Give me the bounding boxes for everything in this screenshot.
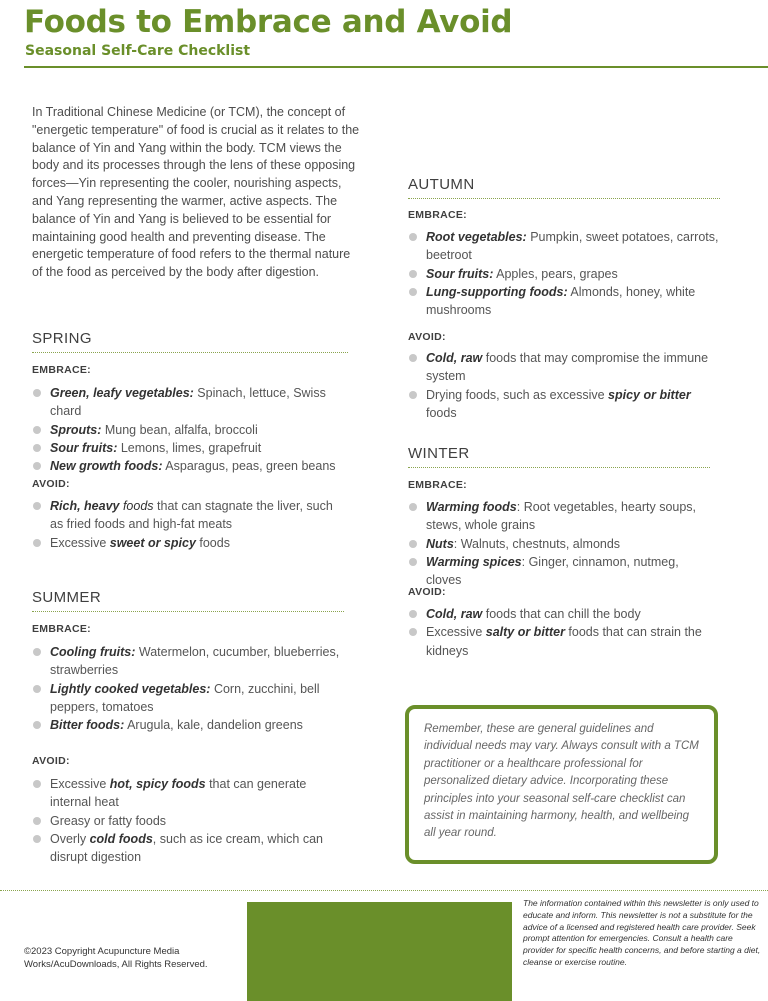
list-item: Excessive sweet or spicy foods (32, 534, 348, 552)
embrace-list (32, 384, 348, 475)
avoid-label: AVOID: (32, 478, 70, 490)
season-winter (408, 445, 710, 665)
list-item: Lung-supporting foods: Almonds, honey, white mushrooms (408, 283, 720, 320)
intro-paragraph: In Traditional Chinese Medicine (or TCM), the concept of "energetic temperature" of food is crucial as it relates to the balance of Yin and Yang within the body. TCM views the body and its processes through the lens of these opposing forces—Yin representing the cooler, nourishing aspects, and Yang representing the warmer, active aspects. The balance of Yin and Yang is believed to be essential for maintaining good health and preventing disease. The energetic temperature of food refers to the thermal nature of the food as perceived by the body after digestion. (32, 105, 360, 280)
list-item: Rich, heavy foods that can stagnate the liver, such as fried foods and high-fat meats (32, 497, 348, 534)
avoid-label: AVOID: (408, 586, 446, 598)
list-item: Overly cold foods, such as ice cream, which can disrupt digestion (32, 830, 344, 867)
embrace-list (408, 498, 710, 589)
avoid-list (408, 349, 720, 422)
list-item: Excessive salty or bitter foods that can strain the kidneys (408, 623, 710, 660)
list-item: Drying foods, such as excessive spicy or bitter foods (408, 386, 720, 423)
embrace-label: EMBRACE: (408, 479, 467, 491)
footer-divider (0, 890, 768, 891)
list-item: Warming spices: Ginger, cinnamon, nutmeg, cloves (408, 553, 710, 590)
list-item: Greasy or fatty foods (32, 812, 344, 830)
season-heading: SPRING (32, 330, 348, 353)
season-summer (32, 589, 344, 869)
embrace-label: EMBRACE: (408, 209, 467, 221)
copyright-text: ©2023 Copyright Acupuncture Media Works/AcuDownloads, All Rights Reserved. (24, 946, 208, 970)
list-item: Green, leafy vegetables: Spinach, lettuce, Swiss chard (32, 384, 348, 421)
avoid-list (32, 497, 348, 552)
list-item: Bitter foods: Arugula, kale, dandelion greens (32, 716, 344, 734)
embrace-list (32, 643, 344, 734)
season-spring (32, 330, 348, 560)
disclaimer-text: The information contained within this newsletter is only used to educate and inform. This newsletter is not a substitute for the advice of a licensed and registered health care provider. Seek prompt attention for emergencies. Consult a health care provider for specific health concerns, and before starting a diet, cleanse or exercise routine. (523, 898, 761, 967)
list-item: Nuts: Walnuts, chestnuts, almonds (408, 535, 710, 553)
embrace-label: EMBRACE: (32, 364, 91, 376)
avoid-list (32, 775, 344, 866)
embrace-list (408, 228, 720, 319)
list-item: Sour fruits: Lemons, limes, grapefruit (32, 439, 348, 457)
page-title: Foods to Embrace and Avoid (24, 4, 513, 40)
list-item: Warming foods: Root vegetables, hearty soups, stews, whole grains (408, 498, 710, 535)
list-item: Lightly cooked vegetables: Corn, zucchini, bell peppers, tomatoes (32, 680, 344, 717)
footer-green-block (247, 902, 512, 1001)
list-item: Cold, raw foods that can chill the body (408, 605, 710, 623)
season-heading: SUMMER (32, 589, 344, 612)
season-heading: WINTER (408, 445, 710, 468)
list-item: Cooling fruits: Watermelon, cucumber, blueberries, strawberries (32, 643, 344, 680)
season-autumn (408, 176, 720, 420)
list-item: Sour fruits: Apples, pears, grapes (408, 265, 720, 283)
header-divider (24, 66, 768, 68)
season-heading: AUTUMN (408, 176, 720, 199)
embrace-label: EMBRACE: (32, 623, 91, 635)
list-item: Root vegetables: Pumpkin, sweet potatoes, carrots, beetroot (408, 228, 720, 265)
avoid-list (408, 605, 710, 660)
list-item: New growth foods: Asparagus, peas, green beans (32, 457, 348, 475)
page-subtitle: Seasonal Self-Care Checklist (25, 43, 251, 59)
list-item: Cold, raw foods that may compromise the immune system (408, 349, 720, 386)
list-item: Sprouts: Mung bean, alfalfa, broccoli (32, 421, 348, 439)
avoid-label: AVOID: (408, 331, 446, 343)
avoid-label: AVOID: (32, 755, 70, 767)
list-item: Excessive hot, spicy foods that can generate internal heat (32, 775, 344, 812)
reminder-note: Remember, these are general guidelines and individual needs may vary. Always consult with a TCM practitioner or a healthcare professional for personalized dietary advice. Incorporating these principles into your seasonal self-care checklist can assist in maintaining harmony, health, and wellbeing all year round. (405, 705, 718, 864)
